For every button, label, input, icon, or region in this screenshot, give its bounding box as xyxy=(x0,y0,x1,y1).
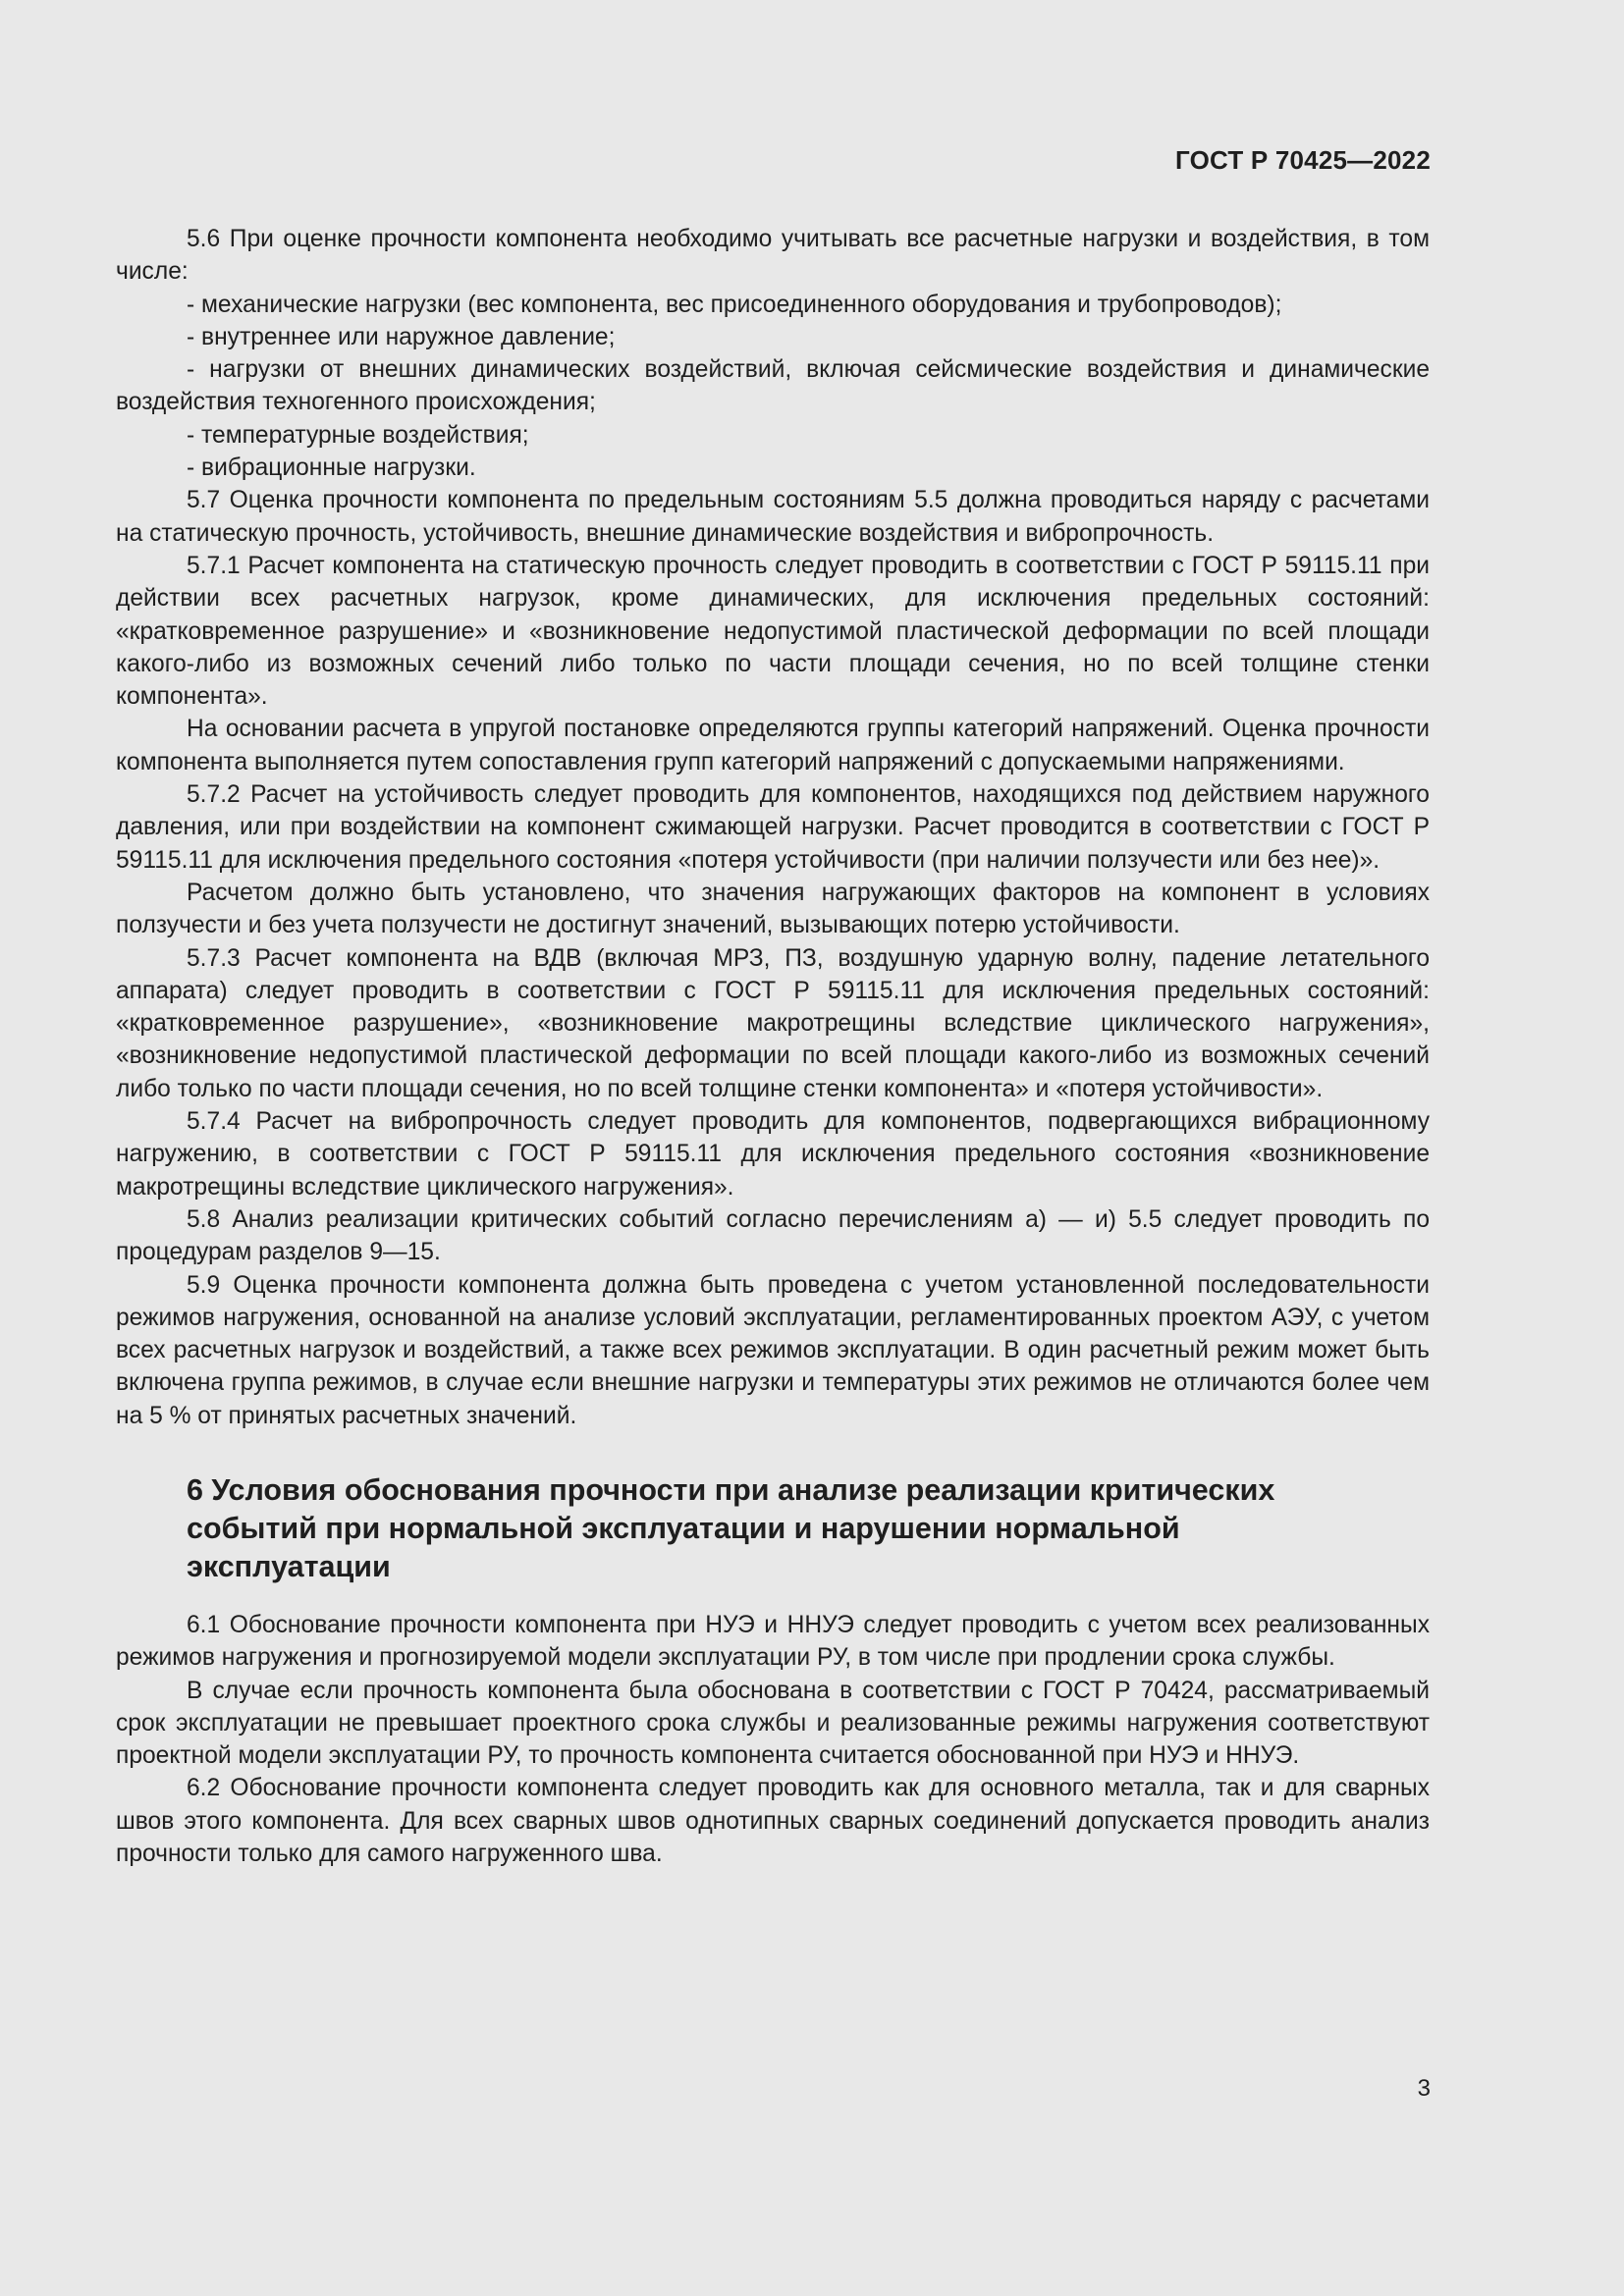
paragraph-gost-70424: В случае если прочность компонента была обоснована в соответствии с ГОСТ Р 70424, рассматриваемый срок эксплуатации не превышает проектного срока службы и реализованные режимы нагружения соответствуют проектной модели эксплуатации РУ, то прочность компонента считается обоснованной при НУЭ и ННУЭ. xyxy=(116,1677,1430,1770)
document-body xyxy=(116,223,1430,1870)
paragraph-5-7-2: 5.7.2 Расчет на устойчивость следует проводить для компонентов, находящихся под действием наружного давления, или при воздействии на компонент сжимающей нагрузки. Расчет проводится в соответствии с ГОСТ Р 59115.11 для исключения предельного состояния «потеря устойчивости (при наличии ползучести или без нее)». xyxy=(116,781,1430,874)
section-6-heading: 6 Условия обоснования прочности при анализе реализации критических событий при нормальной эксплуатации и нарушении нормальной эксплуатации xyxy=(187,1472,1275,1583)
list-item-mechanical-loads: - механические нагрузки (вес компонента, вес присоединенного оборудования и трубопроводов); xyxy=(187,291,1282,318)
paragraph-creep-stability: Расчетом должно быть установлено, что значения нагружающих факторов на компонент в условиях ползучести и без учета ползучести не достигнут значений, вызывающих потерю устойчивости. xyxy=(116,879,1430,939)
paragraph-5-7: 5.7 Оценка прочности компонента по предельным состояниям 5.5 должна проводиться наряду с расчетами на статическую прочность, устойчивость, внешние динамические воздействия и вибропрочность. xyxy=(116,487,1430,547)
list-item-vibration: - вибрационные нагрузки. xyxy=(187,454,476,482)
paragraph-5-7-4: 5.7.4 Расчет на вибропрочность следует проводить для компонентов, подвергающихся вибрационному нагружению, в соответствии с ГОСТ Р 59115.11 для исключения предельного состояния «возникновение макротрещины вследствие циклического нагружения». xyxy=(116,1108,1430,1201)
paragraph-6-2: 6.2 Обоснование прочности компонента следует проводить как для основного металла, так и для сварных швов этого компонента. Для всех сварных швов однотипных сварных соединений допускается проводить анализ прочности только для самого нагруженного шва. xyxy=(116,1775,1430,1868)
paragraph-elastic-analysis: На основании расчета в упругой постановке определяются группы категорий напряжений. Оценка прочности компонента выполняется путем сопоставления групп категорий напряжений с допускаемыми напряжениями. xyxy=(116,716,1430,775)
paragraph-6-1: 6.1 Обоснование прочности компонента при НУЭ и ННУЭ следует проводить с учетом всех реализованных режимов нагружения и прогнозируемой модели эксплуатации РУ, в том числе при продлении срока службы. xyxy=(116,1611,1430,1672)
document-code-header: ГОСТ Р 70425—2022 xyxy=(1175,145,1431,175)
list-item-temperature: - температурные воздействия; xyxy=(187,421,529,449)
page-number: 3 xyxy=(1417,2075,1431,2102)
paragraph-5-7-3: 5.7.3 Расчет компонента на ВДВ (включая МРЗ, ПЗ, воздушную ударную волну, падение летательного аппарата) следует проводить в соответствии с ГОСТ Р 59115.11 для исключения предельных состояний: «кратковременное разрушение», «возникновение макротрещины вследствие циклического нагружения», «возникновение недопустимой пластической деформации по всей площади какого-либо из возможных сечений либо только по части площади сечения, но по всей толщине стенки компонента» и «потеря устойчивости». xyxy=(116,944,1430,1102)
list-item-dynamic-loads: - нагрузки от внешних динамических воздействий, включая сейсмические воздействия и динамические воздействия техногенного происхождения; xyxy=(116,356,1430,416)
list-item-pressure: - внутреннее или наружное давление; xyxy=(187,323,616,350)
paragraph-5-8: 5.8 Анализ реализации критических событий согласно перечислениям а) — и) 5.5 следует проводить по процедурам разделов 9—15. xyxy=(116,1205,1430,1266)
paragraph-5-7-1: 5.7.1 Расчет компонента на статическую прочность следует проводить в соответствии с ГОСТ Р 59115.11 при действии всех расчетных нагрузок, кроме динамических, для исключения предельных состояний: «кратковременное разрушение» и «возникновение недопустимой пластической деформации по всей площади какого-либо из возможных сечений либо только по части площади сечения, но по всей толщине стенки компонента». xyxy=(116,552,1430,711)
paragraph-5-6: 5.6 При оценке прочности компонента необходимо учитывать все расчетные нагрузки и воздействия, в том числе: xyxy=(116,226,1430,286)
paragraph-5-9: 5.9 Оценка прочности компонента должна быть проведена с учетом установленной последовательности режимов нагружения, основанной на анализе условий эксплуатации, регламентированных проектом АЭУ, с учетом всех расчетных нагрузок и воздействий, а также всех режимов эксплуатации. В один расчетный режим может быть включена группа режимов, в случае если внешние нагрузки и температуры этих режимов не отличаются более чем на 5 % от принятых расчетных значений. xyxy=(116,1271,1430,1429)
